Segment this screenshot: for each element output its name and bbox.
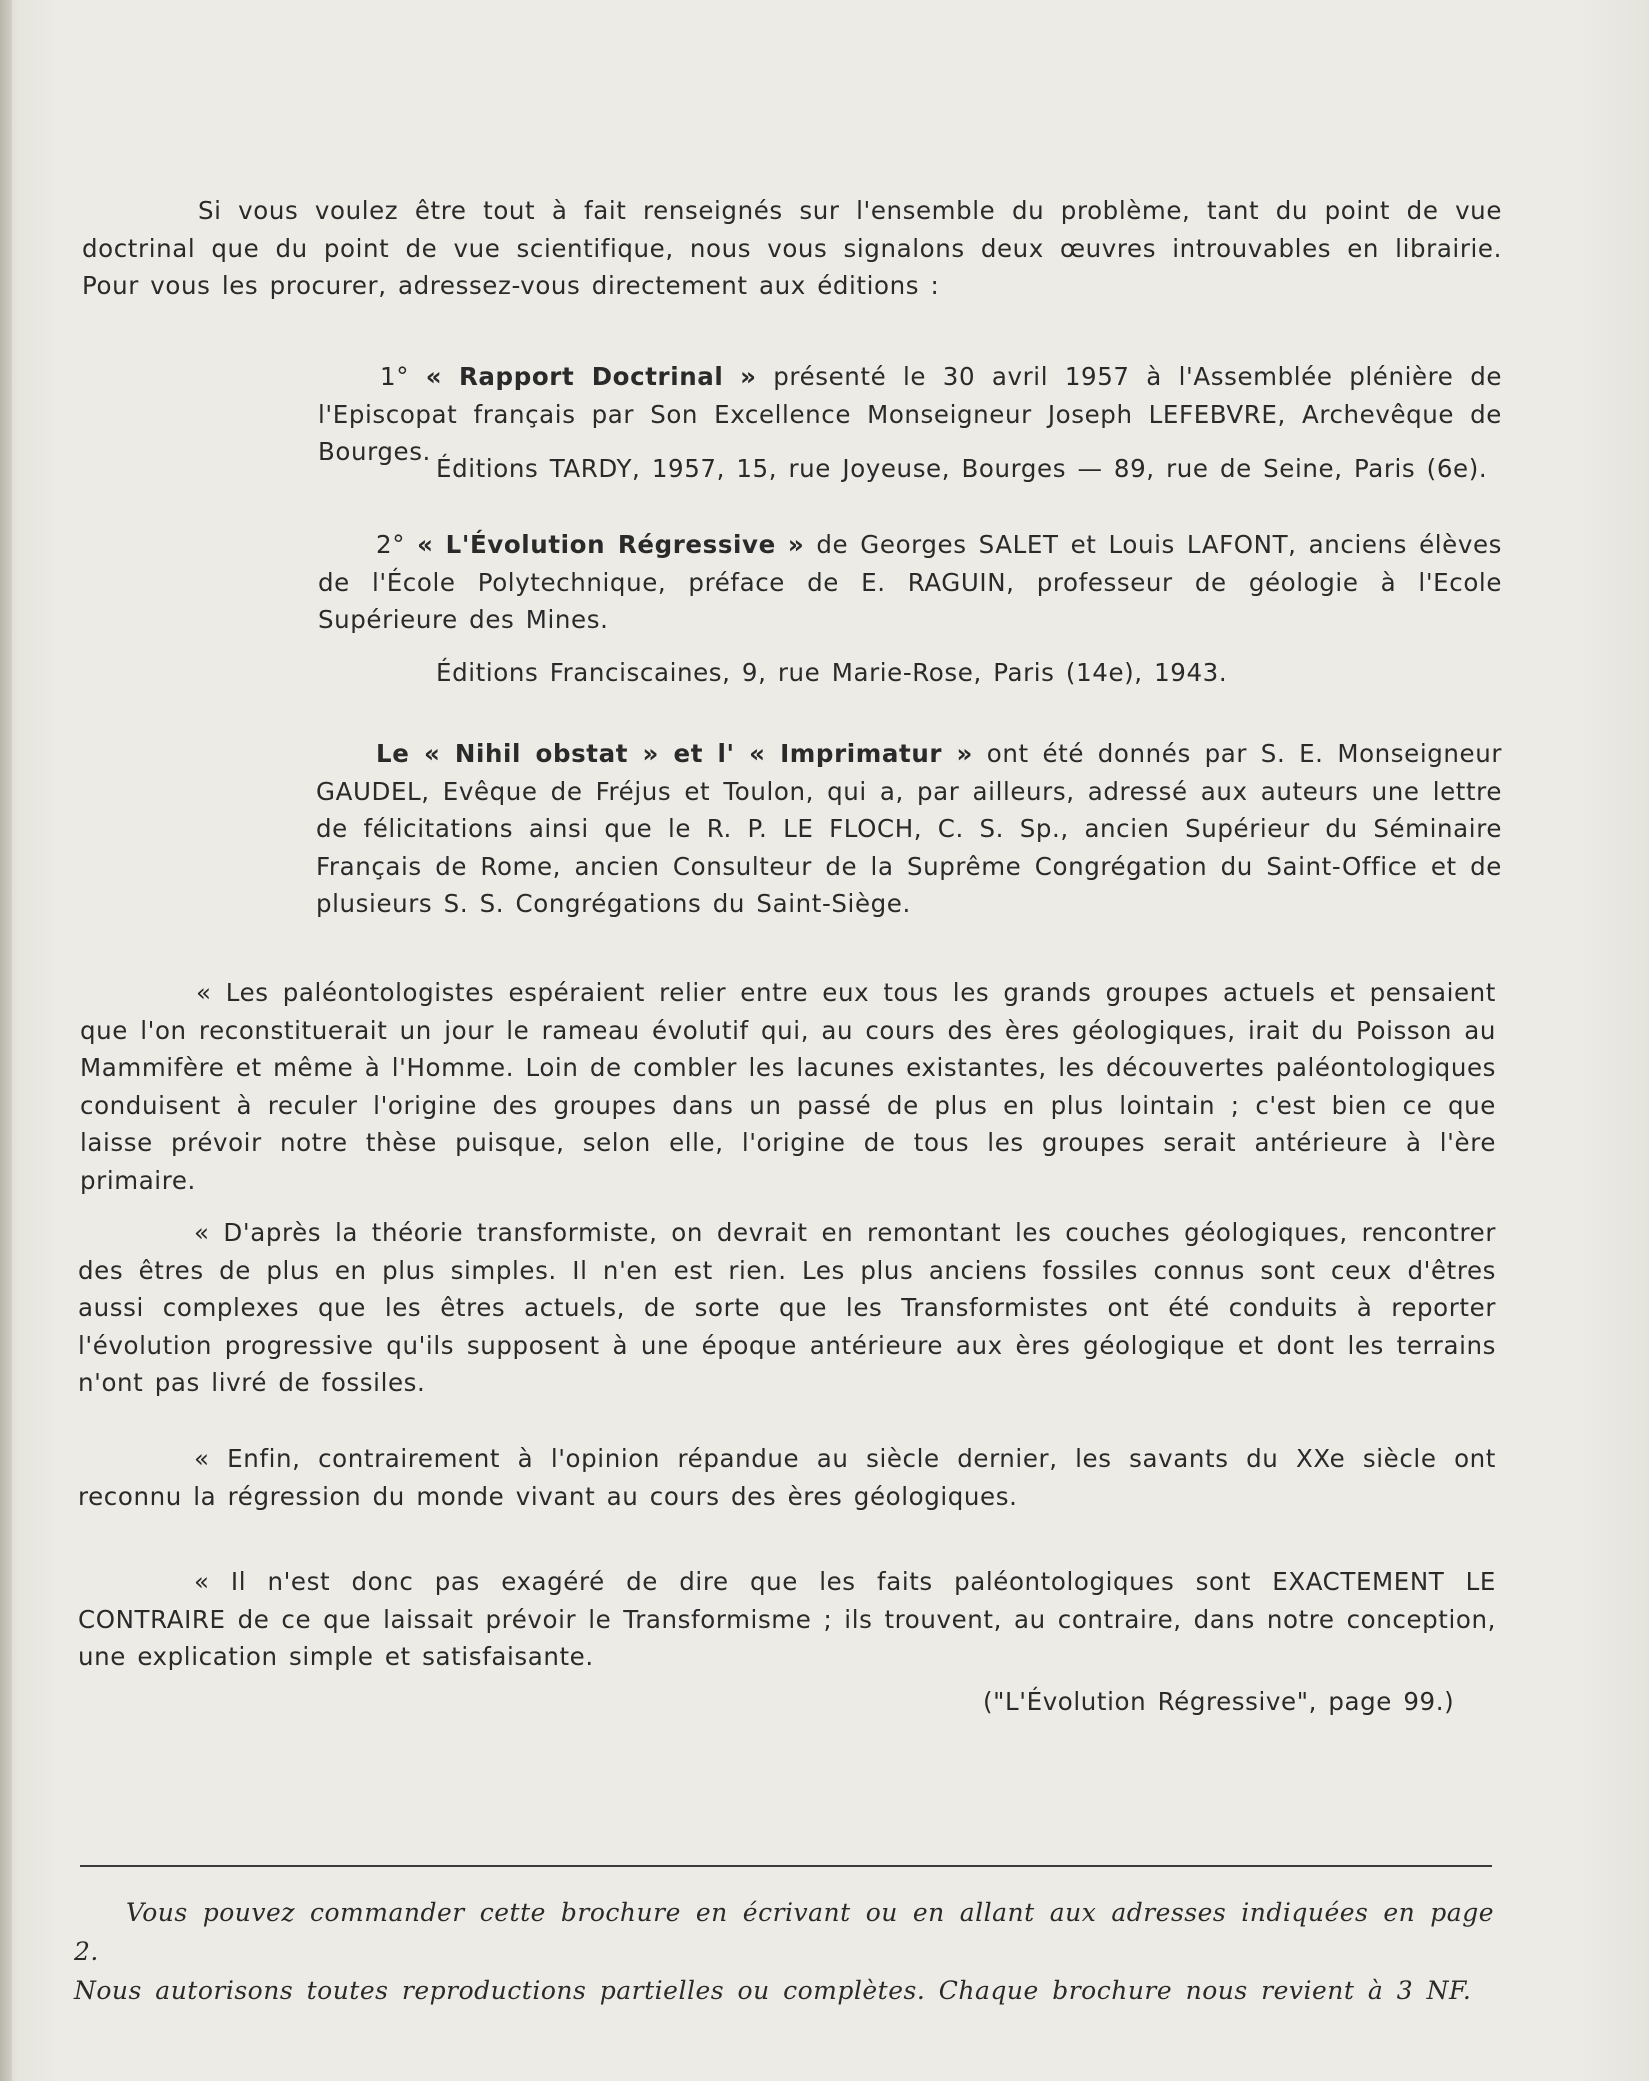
work-2-open-quote: « — [417, 530, 434, 559]
work-1-title: Rapport Doctrinal — [458, 362, 724, 391]
quote-paragraph-1 — [80, 974, 1496, 1199]
work-2-entry — [318, 526, 1502, 639]
work-1-number: 1° — [380, 362, 410, 391]
source-citation: ("L'Évolution Régressive", page 99.) — [983, 1687, 1455, 1716]
approval-lead: Le « Nihil obstat » et l' « Imprimatur » — [376, 739, 973, 768]
work-1-description: présenté le 30 avril 1957 à l'Assemblée plénière de l'Episcopat français par Son Excellence Monseigneur Joseph LEFEBVRE, Archevêque de Bourges. — [318, 362, 1503, 466]
approval-paragraph — [316, 735, 1502, 923]
quote-2-text: « D'après la théorie transformiste, on devrait en remontant les couches géologiques, rencontrer des êtres de plus en plus simples. Il n'en est rien. Les plus anciens fossiles connus sont ceux d'êtres aussi complexes que les êtres actuels, de sorte que les Transformistes ont été conduits à reporter l'évolution progressive qu'ils supposent à une époque antérieure aux ères géologique et dont les terrains n'ont pas livré de fossiles. — [78, 1218, 1496, 1397]
work-1-open-quote: « — [425, 362, 443, 391]
quote-1-text: « Les paléontologistes espéraient relier entre eux tous les grands groupes actuels et pensaient que l'on reconstituerait un jour le rameau évolutif qui, au cours des ères géologiques, irait du Poisson au Mammifère et même à l'Homme. Loin de combler les lacunes existantes, les découvertes paléontologiques conduisent à reculer l'origine des groupes dans un passé de plus en plus lointain ; c'est bien ce que laisse prévoir notre thèse puisque, selon elle, l'origine de tous les groupes serait antérieure à l'ère primaire. — [80, 978, 1496, 1195]
footer-divider — [80, 1865, 1492, 1867]
quote-4-text: « Il n'est donc pas exagéré de dire que les faits paléontologiques sont EXACTEMENT LE CONTRAIRE de ce que laissait prévoir le Transformisme ; ils trouvent, au contraire, dans notre conception, une explication simple et satisfaisante. — [78, 1567, 1496, 1671]
quote-paragraph-4 — [78, 1563, 1496, 1676]
intro-paragraph — [82, 192, 1502, 305]
work-2-description: de Georges SALET et Louis LAFONT, anciens élèves de l'École Polytechnique, préface de E. RAGUIN, professeur de géologie à l'Ecole Supérieure des Mines. — [318, 530, 1502, 634]
footer-line-1: Vous pouvez commander cette brochure en écrivant ou en allant aux adresses indiquées en page 2. — [74, 1898, 1494, 1966]
work-2-edition: Éditions Franciscaines, 9, rue Marie-Rose, Paris (14e), 1943. — [436, 658, 1228, 687]
work-1-close-quote: » — [740, 362, 757, 391]
work-2-number: 2° — [376, 530, 406, 559]
work-2-close-quote: » — [787, 530, 805, 559]
intro-text: Si vous voulez être tout à fait renseignés sur l'ensemble du problème, tant du point de vue doctrinal que du point de vue scientifique, nous vous signalons deux œuvres introuvables en librairie. Pour vous les procurer, adressez-vous directement aux éditions : — [82, 196, 1502, 300]
work-2-title: L'Évolution Régressive — [445, 530, 776, 559]
footer-notice — [74, 1893, 1494, 2010]
approval-text: ont été donnés par S. E. Monseigneur GAUDEL, Evêque de Fréjus et Toulon, qui a, par ailleurs, adressé aux auteurs une lettre de félicitations ainsi que le R. P. LE FLOCH, C. S. Sp., ancien Supérieur du Séminaire Français de Rome, ancien Consulteur de la Suprême Congrégation du Saint-Office et de plusieurs S. S. Congrégations du Saint-Siège. — [316, 739, 1502, 918]
quote-paragraph-3 — [78, 1440, 1496, 1515]
page-spine — [0, 0, 12, 2081]
quote-paragraph-2 — [78, 1214, 1496, 1402]
quote-3-text: « Enfin, contrairement à l'opinion répandue au siècle dernier, les savants du XXe siècle ont reconnu la régression du monde vivant au cours des ères géologiques. — [78, 1444, 1496, 1511]
footer-line-2: Nous autorisons toutes reproductions partielles ou complètes. Chaque brochure nous revient à 3 NF. — [74, 1976, 1472, 2005]
work-1-edition: Éditions TARDY, 1957, 15, rue Joyeuse, Bourges — 89, rue de Seine, Paris (6e). — [436, 454, 1488, 483]
